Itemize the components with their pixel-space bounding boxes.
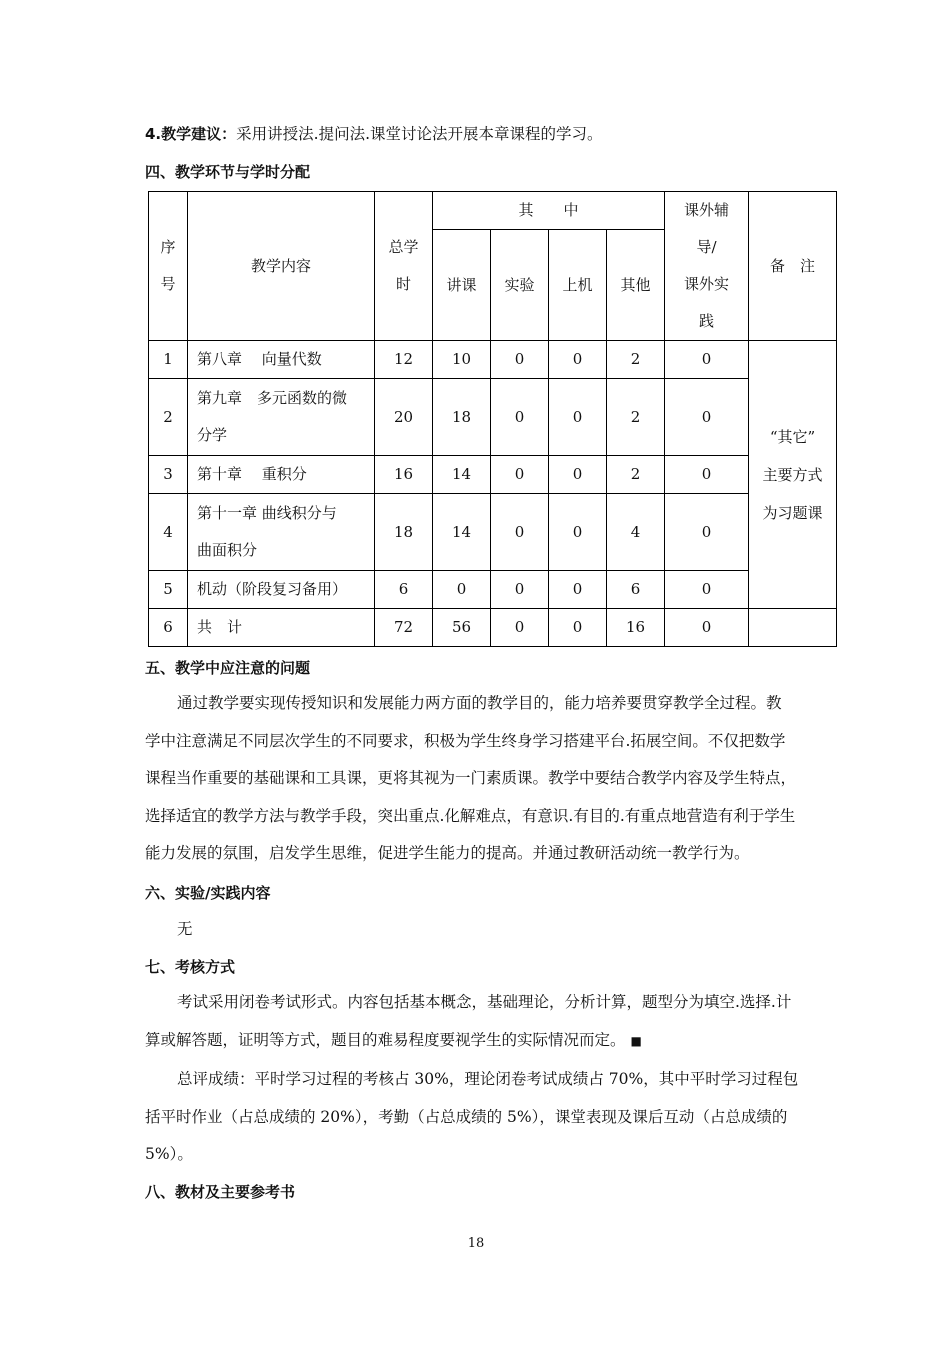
paragraph-line: 5%）。 (145, 1145, 193, 1163)
header-other: 其他 (607, 230, 665, 341)
cell-lecture: 0 (433, 571, 491, 609)
section-5-heading: 五、教学中应注意的问题 (145, 659, 311, 677)
table-row (149, 571, 837, 609)
cell-lecture: 56 (433, 609, 491, 647)
cell-other: 16 (607, 609, 665, 647)
cell-computer: 0 (549, 379, 607, 456)
table-row (149, 456, 837, 494)
paragraph-line: 总评成绩：平时学习过程的考核占 30%，理论闭卷考试成绩占 70%，其中平时学习过程包 (177, 1070, 799, 1088)
cell-experiment: 0 (491, 379, 549, 456)
cell-experiment: 0 (491, 571, 549, 609)
section-7-paragraph-1 (145, 984, 839, 1060)
table-row (149, 379, 837, 456)
teaching-advice-text: 采用讲授法.提问法.课堂讨论法开展本章课程的学习。 (236, 125, 603, 143)
cell-seq: 1 (149, 341, 188, 379)
paragraph-line: 选择适宜的教学方法与教学手段，突出重点.化解难点，有意识.有目的.有重点地营造有利于学生 (145, 806, 796, 825)
paragraph-line: 学中注意满足不同层次学生的不同要求，积极为学生终身学习搭建平台.拓展空间。不仅把数学 (145, 731, 786, 750)
teaching-advice-label: 4.教学建议： (145, 125, 237, 143)
cell-lecture: 18 (433, 379, 491, 456)
cell-total: 6 (375, 571, 433, 609)
cell-content: 第十一章 曲线积分与 曲面积分 (188, 494, 375, 571)
teaching-advice (145, 124, 603, 144)
cell-computer: 0 (549, 456, 607, 494)
end-square-mark: ■ (630, 1033, 642, 1048)
header-content: 教学内容 (188, 192, 375, 341)
cell-experiment: 0 (491, 494, 549, 571)
page-number: 18 (467, 1236, 485, 1251)
section-6-heading: 六、实验/实践内容 (145, 884, 271, 902)
cell-other: 6 (607, 571, 665, 609)
section-4-heading: 四、教学环节与学时分配 (145, 163, 311, 181)
cell-total: 18 (375, 494, 433, 571)
cell-other: 2 (607, 341, 665, 379)
section-6-text: 无 (177, 920, 193, 938)
cell-content: 机动（阶段复习备用） (188, 571, 375, 609)
cell-seq: 2 (149, 379, 188, 456)
section-5-paragraph (145, 685, 839, 873)
cell-seq: 3 (149, 456, 188, 494)
paragraph-line: 算或解答题，证明等方式，题目的难易程度要视学生的实际情况而定。 ■ (145, 1030, 642, 1049)
hours-allocation-table (148, 191, 837, 647)
cell-experiment: 0 (491, 456, 549, 494)
cell-lecture: 14 (433, 494, 491, 571)
cell-other: 2 (607, 456, 665, 494)
paragraph-line: 考试采用闭卷考试形式。内容包括基本概念，基础理论，分析计算，题型分为填空.选择.计 (177, 993, 792, 1011)
table-row (149, 341, 837, 379)
header-outside-class: 课外辅 导/ 课外实 践 (665, 192, 749, 341)
cell-content: 第八章 向量代数 (188, 341, 375, 379)
cell-experiment: 0 (491, 609, 549, 647)
header-experiment: 实验 (491, 230, 549, 341)
cell-computer: 0 (549, 341, 607, 379)
cell-total: 20 (375, 379, 433, 456)
header-total-hours: 总学 时 (375, 192, 433, 341)
cell-outside: 0 (665, 609, 749, 647)
cell-outside: 0 (665, 379, 749, 456)
cell-content: 共 计 (188, 609, 375, 647)
header-remark: 备 注 (749, 192, 837, 341)
cell-content: 第九章 多元函数的微 分学 (188, 379, 375, 456)
header-seq: 序 号 (149, 192, 188, 341)
cell-seq: 4 (149, 494, 188, 571)
cell-other: 4 (607, 494, 665, 571)
cell-lecture: 14 (433, 456, 491, 494)
cell-outside: 0 (665, 494, 749, 571)
paragraph-line: 括平时作业（占总成绩的 20%），考勤（占总成绩的 5%），课堂表现及课后互动（占总成绩的 (145, 1107, 788, 1126)
cell-outside: 0 (665, 571, 749, 609)
paragraph-line: 课程当作重要的基础课和工具课，更将其视为一门素质课。教学中要结合教学内容及学生特点， (145, 769, 797, 787)
cell-computer: 0 (549, 609, 607, 647)
cell-total: 72 (375, 609, 433, 647)
header-computer: 上机 (549, 230, 607, 341)
cell-content: 第十章 重积分 (188, 456, 375, 494)
cell-computer: 0 (549, 494, 607, 571)
cell-total: 12 (375, 341, 433, 379)
cell-remark-empty (749, 609, 837, 647)
cell-outside: 0 (665, 341, 749, 379)
cell-computer: 0 (549, 571, 607, 609)
header-lecture: 讲课 (433, 230, 491, 341)
cell-other: 2 (607, 379, 665, 456)
table-row (149, 494, 837, 571)
cell-lecture: 10 (433, 341, 491, 379)
table-header-row-1 (149, 192, 837, 230)
cell-seq: 5 (149, 571, 188, 609)
remark-note-cell: “其它” 主要方式 为习题课 (749, 341, 837, 609)
cell-experiment: 0 (491, 341, 549, 379)
cell-seq: 6 (149, 609, 188, 647)
header-among: 其 中 (433, 192, 665, 230)
section-7-heading: 七、考核方式 (145, 958, 236, 976)
section-8-heading: 八、教材及主要参考书 (145, 1183, 296, 1201)
table-row (149, 609, 837, 647)
section-7-paragraph-2 (145, 1061, 839, 1174)
cell-total: 16 (375, 456, 433, 494)
paragraph-line: 能力发展的氛围，启发学生思维，促进学生能力的提高。并通过教研活动统一教学行为。 (145, 844, 750, 862)
cell-outside: 0 (665, 456, 749, 494)
paragraph-line: 通过教学要实现传授知识和发展能力两方面的教学目的，能力培养要贯穿教学全过程。教 (177, 694, 782, 712)
